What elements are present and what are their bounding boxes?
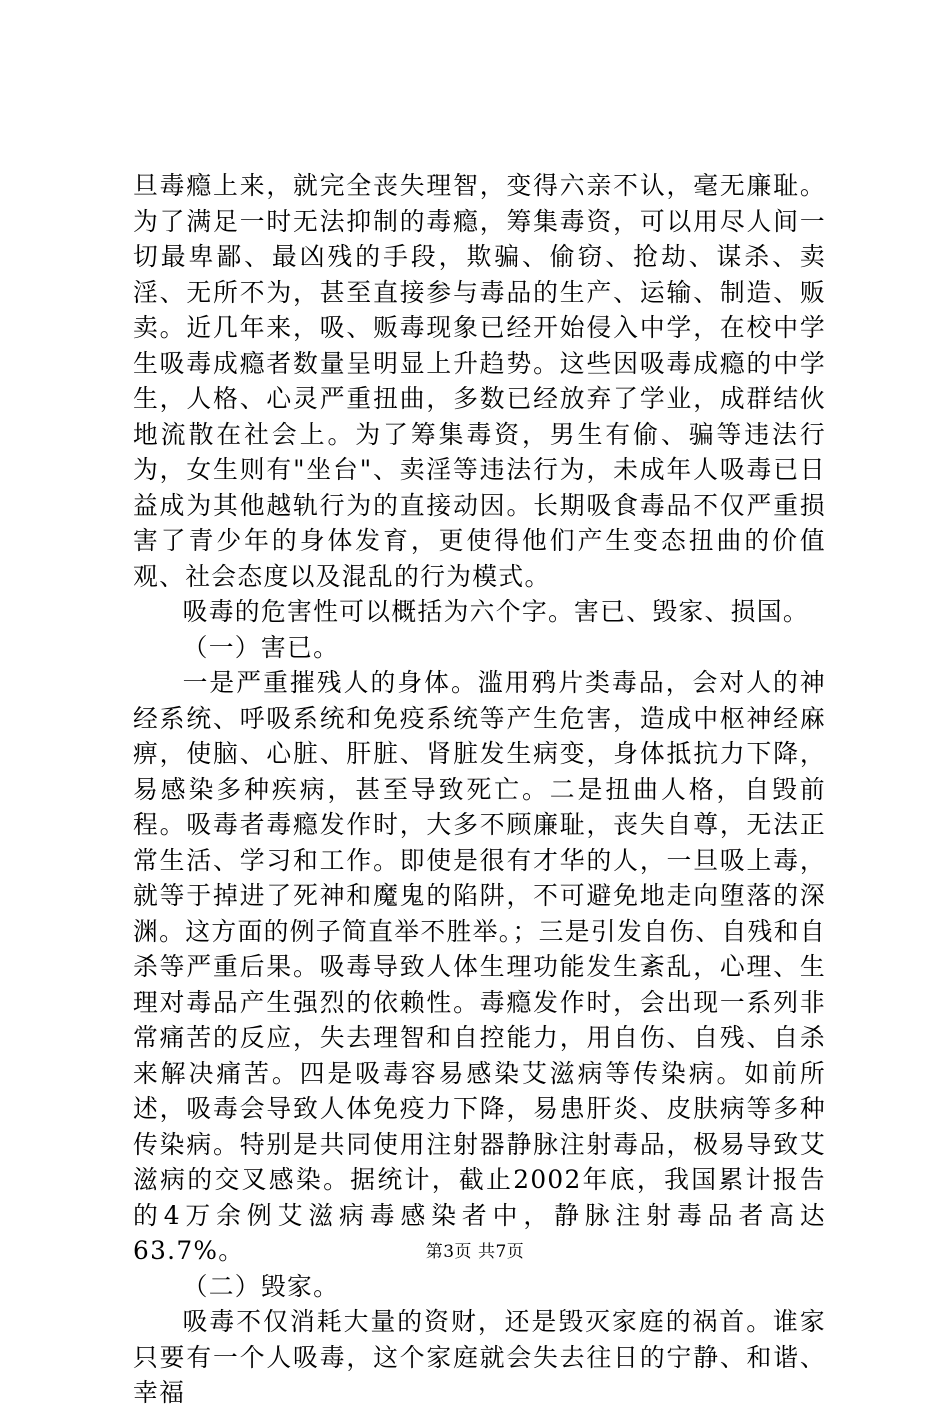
paragraph-3: 一是严重摧残人的身体。滥用鸦片类毒品，会对人的神经系统、呼吸系统和免疫系统等产生危害，造成中枢神经麻痹，使脑、心脏、肝脏、肾脏发生病变，身体抵抗力下降，易感染多种疾病，甚至导致死亡。二是扭曲人格，自毁前程。吸毒者毒瘾发作时，大多不顾廉耻，丧失自尊，无法正常生活、学习和工作。即使是很有才华的人，一旦吸上毒，就等于掉进了死神和魔鬼的陷阱，不可避免地走向堕落的深渊。这方面的例子简直举不胜举。；三是引发自伤、自残和自杀等严重后果。吸毒导致人体生理功能发生紊乱，心理、生理对毒品产生强烈的依赖性。毒瘾发作时，会出现一系列非常痛苦的反应，失去理智和自控能力，用自伤、自残、自杀来解决痛苦。四是吸毒容易感染艾滋病等传染病。如前所述，吸毒会导致人体免疫力下降，易患肝炎、皮肤病等多种传染病。特别是共同使用注射器静脉注射毒品，极易导致艾滋病的交叉感染。据统计，截止2002年底，我国累计报告的4万余例艾滋病毒感染者中，静脉注射毒品者高达63.7%。: [133, 668, 826, 1265]
paragraph-1: 旦毒瘾上来，就完全丧失理智，变得六亲不认，毫无廉耻。为了满足一时无法抑制的毒瘾，筹集毒资，可以用尽人间一切最卑鄙、最凶残的手段，欺骗、偷窃、抢劫、谋杀、卖淫、无所不为，甚至直接参与毒品的生产、运输、制造、贩卖。近几年来，吸、贩毒现象已经开始侵入中学，在校中学生吸毒成瘾者数量呈明显上升趋势。这些因吸毒成瘾的中学生，人格、心灵严重扭曲，多数已经放弃了学业，成群结伙地流散在社会上。为了筹集毒资，男生有偷、骗等违法行为，女生则有"坐台"、卖淫等违法行为，未成年人吸毒已日益成为其他越轨行为的直接动因。长期吸食毒品不仅严重损害了青少年的身体发育，更使得他们产生变态扭曲的价值观、社会态度以及混乱的行为模式。: [133, 171, 826, 591]
section-heading-2: （二）毁家。: [182, 1271, 340, 1301]
paragraph-2: 吸毒的危害性可以概括为六个字。害已、毁家、损国。: [182, 597, 809, 626]
document-body: [133, 168, 826, 1411]
page-footer: 第3页 共7页: [425, 1242, 525, 1262]
paragraph-4: 吸毒不仅消耗大量的资财，还是毁灭家庭的祸首。谁家只要有一个人吸毒，这个家庭就会失去往日的宁静、和谐、幸福: [133, 1307, 826, 1407]
section-heading-1: （一）害已。: [182, 632, 340, 662]
